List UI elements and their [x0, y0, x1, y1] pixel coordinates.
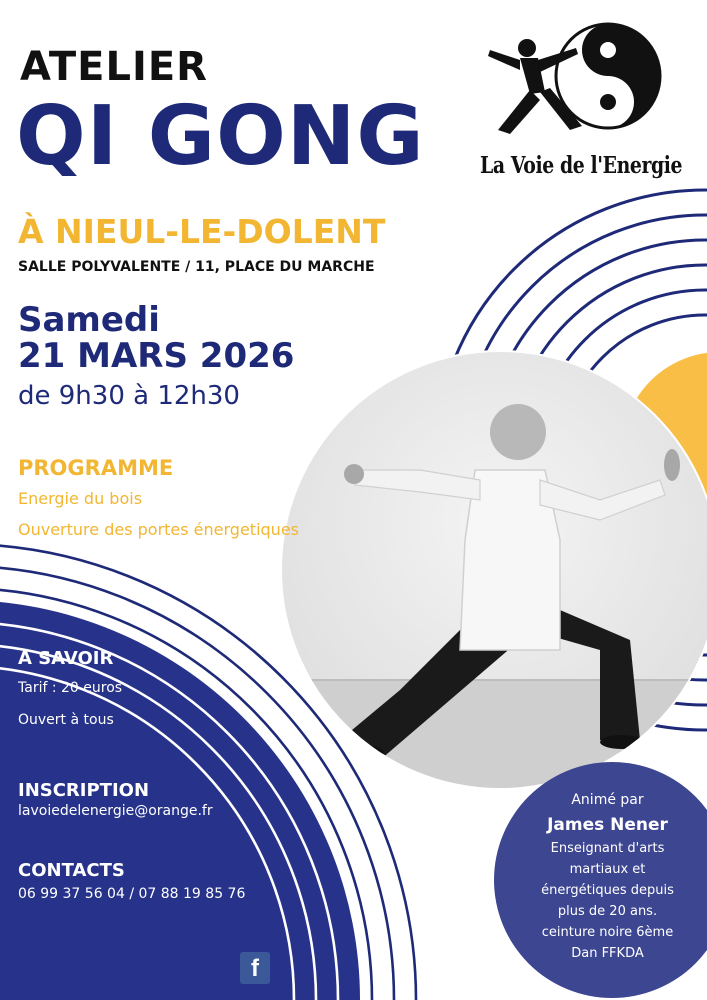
programme-item: Energie du bois: [18, 489, 143, 508]
teacher-bio-line: énergétiques depuis: [541, 883, 674, 898]
contacts-heading: CONTACTS: [18, 860, 125, 881]
programme-item: Ouverture des portes énergetiques: [18, 520, 299, 539]
photo-qigong-master: [270, 340, 707, 800]
facebook-icon[interactable]: f: [240, 952, 270, 984]
ouvert-a-tous: Ouvert à tous: [18, 712, 114, 728]
title-qi-gong: QI GONG: [16, 89, 425, 184]
title-atelier: ATELIER: [20, 44, 208, 90]
inscription-heading: INSCRIPTION: [18, 780, 150, 801]
teacher-bio-line: Enseignant d'arts: [550, 841, 665, 856]
teacher-bio-line: ceinture noire 6ème: [541, 925, 674, 940]
logo-name: La Voie de l'Energie: [480, 152, 683, 179]
yin-yang-icon: [556, 24, 660, 128]
location: À NIEUL-LE-DOLENT: [18, 212, 386, 251]
phone-numbers: 06 99 37 56 04 / 07 88 19 85 76: [18, 886, 246, 902]
teacher-bio-line: plus de 20 ans.: [557, 904, 658, 919]
event-day: Samedi: [18, 300, 160, 340]
programme-title: PROGRAMME: [18, 456, 174, 480]
tarif: Tarif : 20 euros: [18, 680, 123, 696]
email-link[interactable]: lavoiedelenergie@orange.fr: [18, 803, 213, 819]
teacher-bio-line: Dan FFKDA: [571, 946, 644, 961]
teacher-intro: Animé par: [571, 792, 644, 808]
venue-address: SALLE POLYVALENTE / 11, PLACE DU MARCHE: [18, 259, 375, 275]
event-date: 21 MARS 2026: [18, 336, 295, 376]
teacher-name: James Nener: [547, 815, 668, 835]
a-savoir-heading: A SAVOIR: [18, 648, 114, 669]
event-time: de 9h30 à 12h30: [18, 381, 240, 411]
teacher-bio-line: martiaux et: [569, 862, 646, 877]
